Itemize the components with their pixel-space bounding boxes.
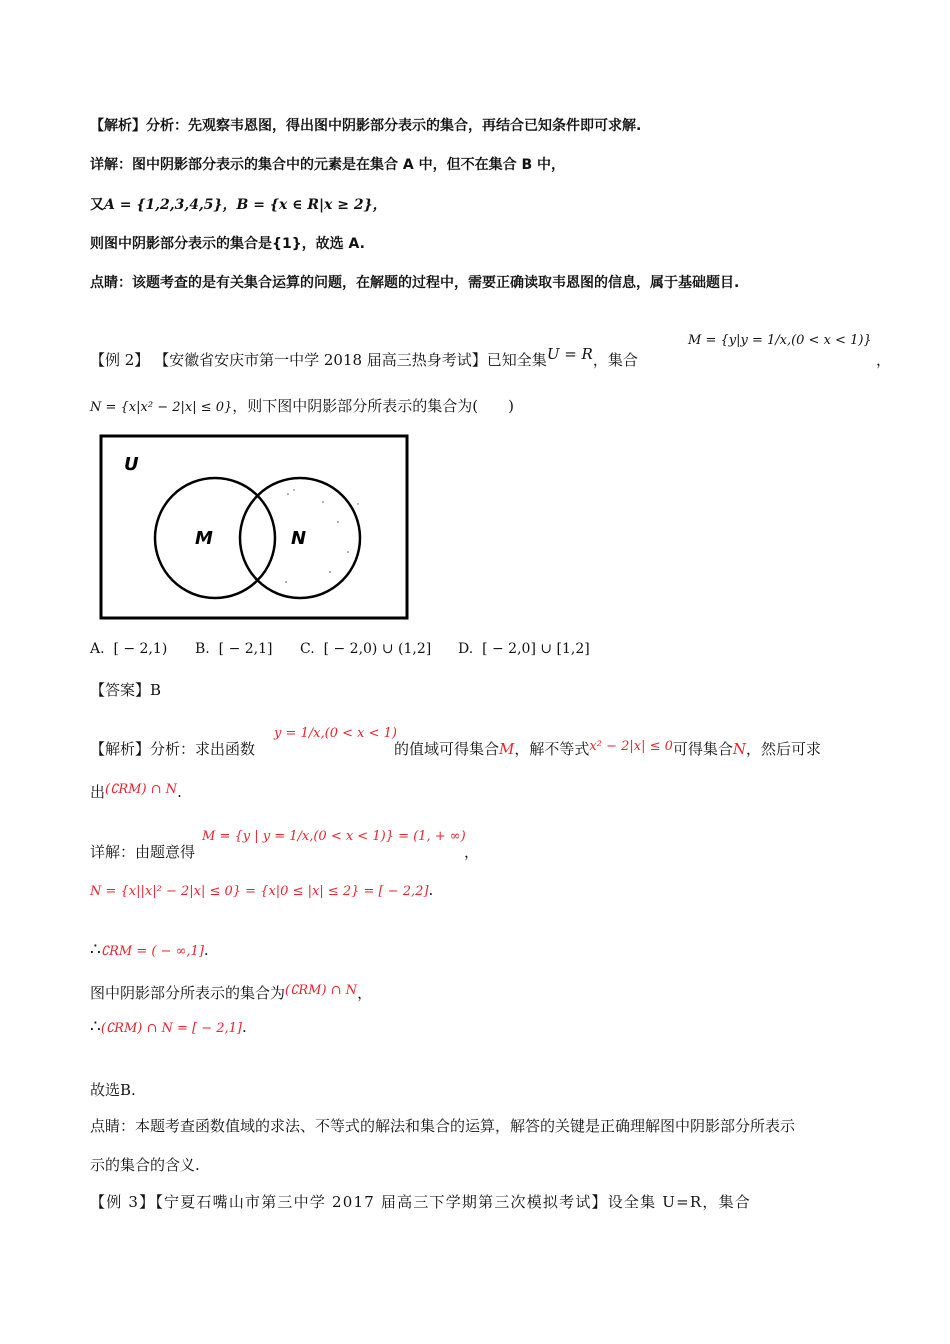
complement-period: . [203,941,209,959]
N-line [90,396,514,418]
option-b[interactable] [195,641,272,657]
conclusion-prefix: 则图中阴影部分表示的集合是 [90,236,272,252]
analysis2-mid2: ，解不等式 [514,740,590,758]
example3-heading [90,1192,751,1212]
therefore-2: ∴ [90,1017,101,1037]
example3-text: 【宁夏石嘴山市第三中学 2017 届高三下学期第三次模拟考试】设全集 U=R，集合 [155,1193,751,1211]
result-line [90,1017,247,1039]
analysis2-mid4: ，然后可求 [746,740,822,758]
detail-line: 详解：图中阴影部分表示的集合中的元素是在集合 A 中，但不在集合 B 中， [90,157,566,173]
trailing-comma: ， [876,351,892,369]
given-prefix: 又 [90,197,104,213]
shade-comma: ， [357,984,373,1002]
M-definition: M = {y|y = 1/x,(0 < x < 1)} [688,333,872,348]
option-d-value: [ − 2,0] ∪ [1,2] [482,641,590,657]
shade-text: 图中阴影部分所表示的集合为 [90,984,286,1002]
conclusion-math: {1} [272,236,302,252]
analysis2-mid1: 的值域可得集合 [394,740,500,758]
question-text: ，则下图中阴影部分所表示的集合为( ) [232,397,514,415]
M-range: M = {y | y = 1/x,(0 < x < 1)} = (1, + ∞) [202,829,466,844]
venn-diagram [98,432,410,622]
result-period: . [242,1018,247,1036]
output-suffix: . [177,783,182,801]
N-range-line [90,880,433,902]
example3-label: 【例 3】 [90,1193,156,1211]
function-expr: y = 1/x,(0 < x < 1) [274,726,397,741]
output-expr: (∁RM) ∩ N [105,782,178,797]
option-d[interactable] [458,641,590,657]
given-line [90,195,387,215]
comment2-line2: 示的集合的含义. [90,1156,200,1174]
given-math: A = {1,2,3,4,5}，B = {x ∈ R|x ≥ 2}， [104,197,387,213]
option-b-value: [ − 2,1] [218,641,273,657]
analysis2-N: N [732,740,747,758]
analysis2-prefix: 【解析】分析：求出函数 [90,740,256,758]
universe-rectangle [101,436,407,618]
option-b-letter: B. [195,641,210,657]
option-c-letter: C. [300,641,315,657]
analysis-line [90,116,641,136]
shade-expr: (∁RM) ∩ N [285,983,358,998]
example2-heading [90,345,638,370]
option-a-letter: A. [90,641,105,657]
analysis-text: 分析：先观察韦恩图，得出图中阴影部分表示的集合，再结合已知条件即可求解. [146,118,642,134]
shade-line [90,983,372,1005]
result-expr: (∁RM) ∩ N = [ − 2,1] [100,1021,243,1036]
comment2-line1: 点睛：本题考查函数值域的求法、不等式的解法和集合的运算，解答的关键是正确理解图中阴影部分所表示 [90,1117,796,1135]
detail2-prefix: 详解：由题意得 [90,843,196,861]
detail2-comma: ， [464,843,480,861]
venn-label-M: M [195,528,213,549]
set-word: ，集合 [592,351,638,369]
output-line [90,782,182,804]
N-range-period: . [428,881,434,899]
option-c-value: [ − 2,0) ∪ (1,2] [323,641,432,657]
N-range: N = {x||x|² − 2|x| ≤ 0} = {x|0 ≤ |x| ≤ 2} = [ − 2,2] [90,884,429,899]
comment-line: 点睛：该题考查的是有关集合运算的问题，在解题的过程中，需要正确读取韦恩图的信息，属于基础题目. [90,275,740,291]
conclusion-line [90,234,365,254]
option-d-letter: D. [458,641,474,657]
venn-label-U: U [124,454,139,475]
analysis2-ineq: x² − 2|x| ≤ 0 [589,739,673,754]
venn-label-N: N [291,528,307,549]
choose-line: 故选B. [90,1081,136,1099]
complement-expr: ∁RM = ( − ∞,1] [100,944,204,959]
analysis2-M: M [499,740,515,758]
example2-source: 【安徽省安庆市第一中学 2018 届高三热身考试】已知全集 [154,351,547,369]
option-a[interactable] [90,641,167,657]
analysis2-mid3: 可得集合 [672,740,733,758]
option-c[interactable] [300,641,431,657]
example2-label: 【例 2】 [90,351,150,369]
N-definition: N = {x|x² − 2|x| ≤ 0} [90,400,233,415]
conclusion-suffix: ，故选 A. [301,236,365,252]
answer-line: 【答案】B [90,681,162,699]
universe: U = R [546,345,593,363]
option-a-value: [ − 2,1) [113,641,168,657]
analysis-label: 【解析】 [90,118,146,134]
analysis2-line [90,739,255,759]
complement-line [90,940,209,962]
analysis2-rest [394,739,821,761]
output-prefix: 出 [90,783,106,801]
therefore-1: ∴ [90,940,101,960]
